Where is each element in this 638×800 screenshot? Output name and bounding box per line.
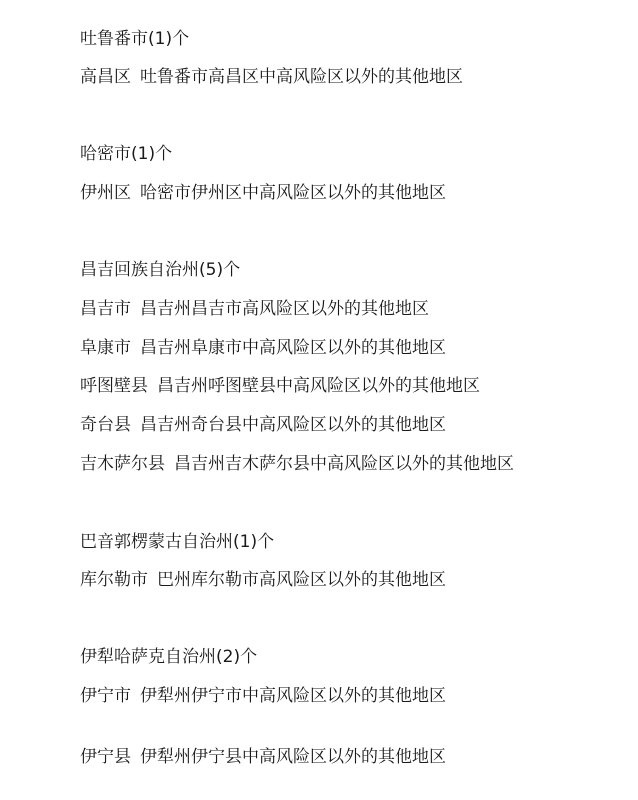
place-description: 昌吉州奇台县中高风险区以外的其他地区 — [140, 415, 446, 435]
place-name: 伊宁市 — [80, 686, 131, 706]
section-header-bayingolin: 巴音郭楞蒙古自治州(1)个 — [80, 532, 275, 552]
place-description: 昌吉州呼图壁县中高风险区以外的其他地区 — [157, 376, 480, 396]
list-item — [80, 66, 463, 88]
list-item — [80, 182, 446, 204]
place-name: 吉木萨尔县 — [80, 454, 165, 474]
place-name: 伊宁县 — [80, 747, 131, 767]
section-header-hami: 哈密市(1)个 — [80, 144, 173, 164]
place-name: 高昌区 — [80, 67, 131, 87]
list-item — [80, 453, 514, 475]
place-description: 昌吉州吉木萨尔县中高风险区以外的其他地区 — [174, 454, 514, 474]
list-item — [80, 375, 480, 397]
place-description: 昌吉州昌吉市高风险区以外的其他地区 — [140, 299, 429, 319]
place-description: 昌吉州阜康市中高风险区以外的其他地区 — [140, 338, 446, 358]
list-item — [80, 685, 446, 707]
section-header-turpan: 吐鲁番市(1)个 — [80, 29, 190, 49]
section-header-changji: 昌吉回族自治州(5)个 — [80, 260, 241, 280]
section-header-ili: 伊犁哈萨克自治州(2)个 — [80, 647, 258, 667]
place-name: 库尔勒市 — [80, 570, 148, 590]
place-name: 奇台县 — [80, 415, 131, 435]
place-description: 巴州库尔勒市高风险区以外的其他地区 — [157, 570, 446, 590]
place-description: 哈密市伊州区中高风险区以外的其他地区 — [140, 183, 446, 203]
place-description: 吐鲁番市高昌区中高风险区以外的其他地区 — [140, 67, 463, 87]
place-description: 伊犁州伊宁市中高风险区以外的其他地区 — [140, 686, 446, 706]
place-name: 伊州区 — [80, 183, 131, 203]
list-item — [80, 746, 446, 768]
place-name: 昌吉市 — [80, 299, 131, 319]
place-description: 伊犁州伊宁县中高风险区以外的其他地区 — [140, 747, 446, 767]
list-item — [80, 337, 446, 359]
place-name: 阜康市 — [80, 338, 131, 358]
list-item — [80, 569, 446, 591]
list-item — [80, 298, 429, 320]
place-name: 呼图壁县 — [80, 376, 148, 396]
list-item — [80, 414, 446, 436]
